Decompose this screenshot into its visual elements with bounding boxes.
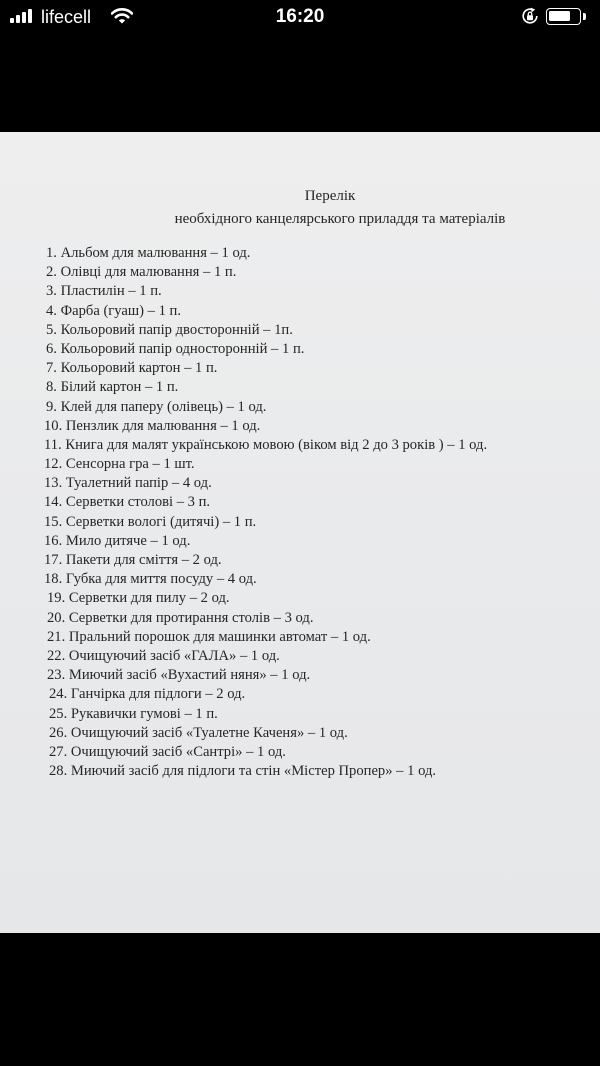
document-subtitle: необхідного канцелярського приладдя та матеріалів [174, 211, 506, 227]
list-item: 24. Ганчірка для підлоги – 2 од. [49, 686, 246, 703]
document-photo [0, 132, 600, 933]
list-item: 7. Кольоровий картон – 1 п. [46, 360, 218, 377]
list-item: 26. Очищуючий засіб «Туалетне Каченя» – 1 од. [49, 724, 348, 741]
clock: 16:20 [275, 6, 325, 27]
list-item: 13. Туалетний папір – 4 од. [44, 475, 212, 492]
list-item: 27. Очищуючий засіб «Сантрі» – 1 од. [49, 743, 286, 760]
list-item: 6. Кольоровий папір односторонній – 1 п. [46, 340, 305, 357]
list-item: 22. Очищуючий засіб «ГАЛА» – 1 од. [47, 647, 280, 664]
list-item: 28. Миючий засіб для підлоги та стін «Містер Пропер» – 1 од. [49, 763, 437, 780]
status-bar [0, 0, 600, 34]
list-item: 20. Серветки для протирання столів – 3 од. [47, 609, 314, 626]
list-item: 10. Пензлик для малювання – 1 од. [44, 417, 261, 434]
list-item: 8. Білий картон – 1 п. [46, 379, 179, 396]
battery-icon [546, 8, 586, 25]
list-item: 25. Рукавички гумові – 1 п. [49, 705, 218, 722]
list-item: 9. Клей для паперу (олівець) – 1 од. [46, 398, 267, 415]
list-item: 2. Олівці для малювання – 1 п. [46, 264, 237, 281]
document-title: Перелік [304, 188, 356, 204]
supplies-list [46, 244, 586, 781]
list-item: 15. Серветки вологі (дитячі) – 1 п. [44, 513, 257, 530]
list-item: 17. Пакети для сміття – 2 од. [44, 552, 222, 568]
document-heading [0, 186, 600, 229]
list-item: 23. Миючий засіб «Вухастий няня» – 1 од. [47, 667, 311, 684]
list-item: 1. Альбом для малювання – 1 од. [46, 245, 251, 261]
list-item: 18. Губка для миття посуду – 4 од. [44, 571, 257, 588]
list-item: 16. Мило дитяче – 1 од. [44, 532, 191, 549]
list-item: 5. Кольоровий папір двосторонній – 1п. [46, 321, 293, 338]
list-item: 11. Книга для малят українською мовою (віком від 2 до 3 років ) – 1 од. [44, 436, 488, 453]
list-item: 4. Фарба (гуаш) – 1 п. [46, 302, 181, 319]
list-item: 14. Серветки столові – 3 п. [44, 494, 211, 511]
carrier-name: lifecell [41, 7, 92, 27]
list-item: 19. Серветки для пилу – 2 од. [47, 590, 230, 607]
list-item: 12. Сенсорна гра – 1 шт. [44, 456, 195, 473]
list-item: 3. Пластилін – 1 п. [46, 283, 162, 300]
rotation-lock-icon [521, 7, 539, 25]
list-item: 21. Пральний порошок для машинки автомат – 1 од. [47, 628, 371, 645]
